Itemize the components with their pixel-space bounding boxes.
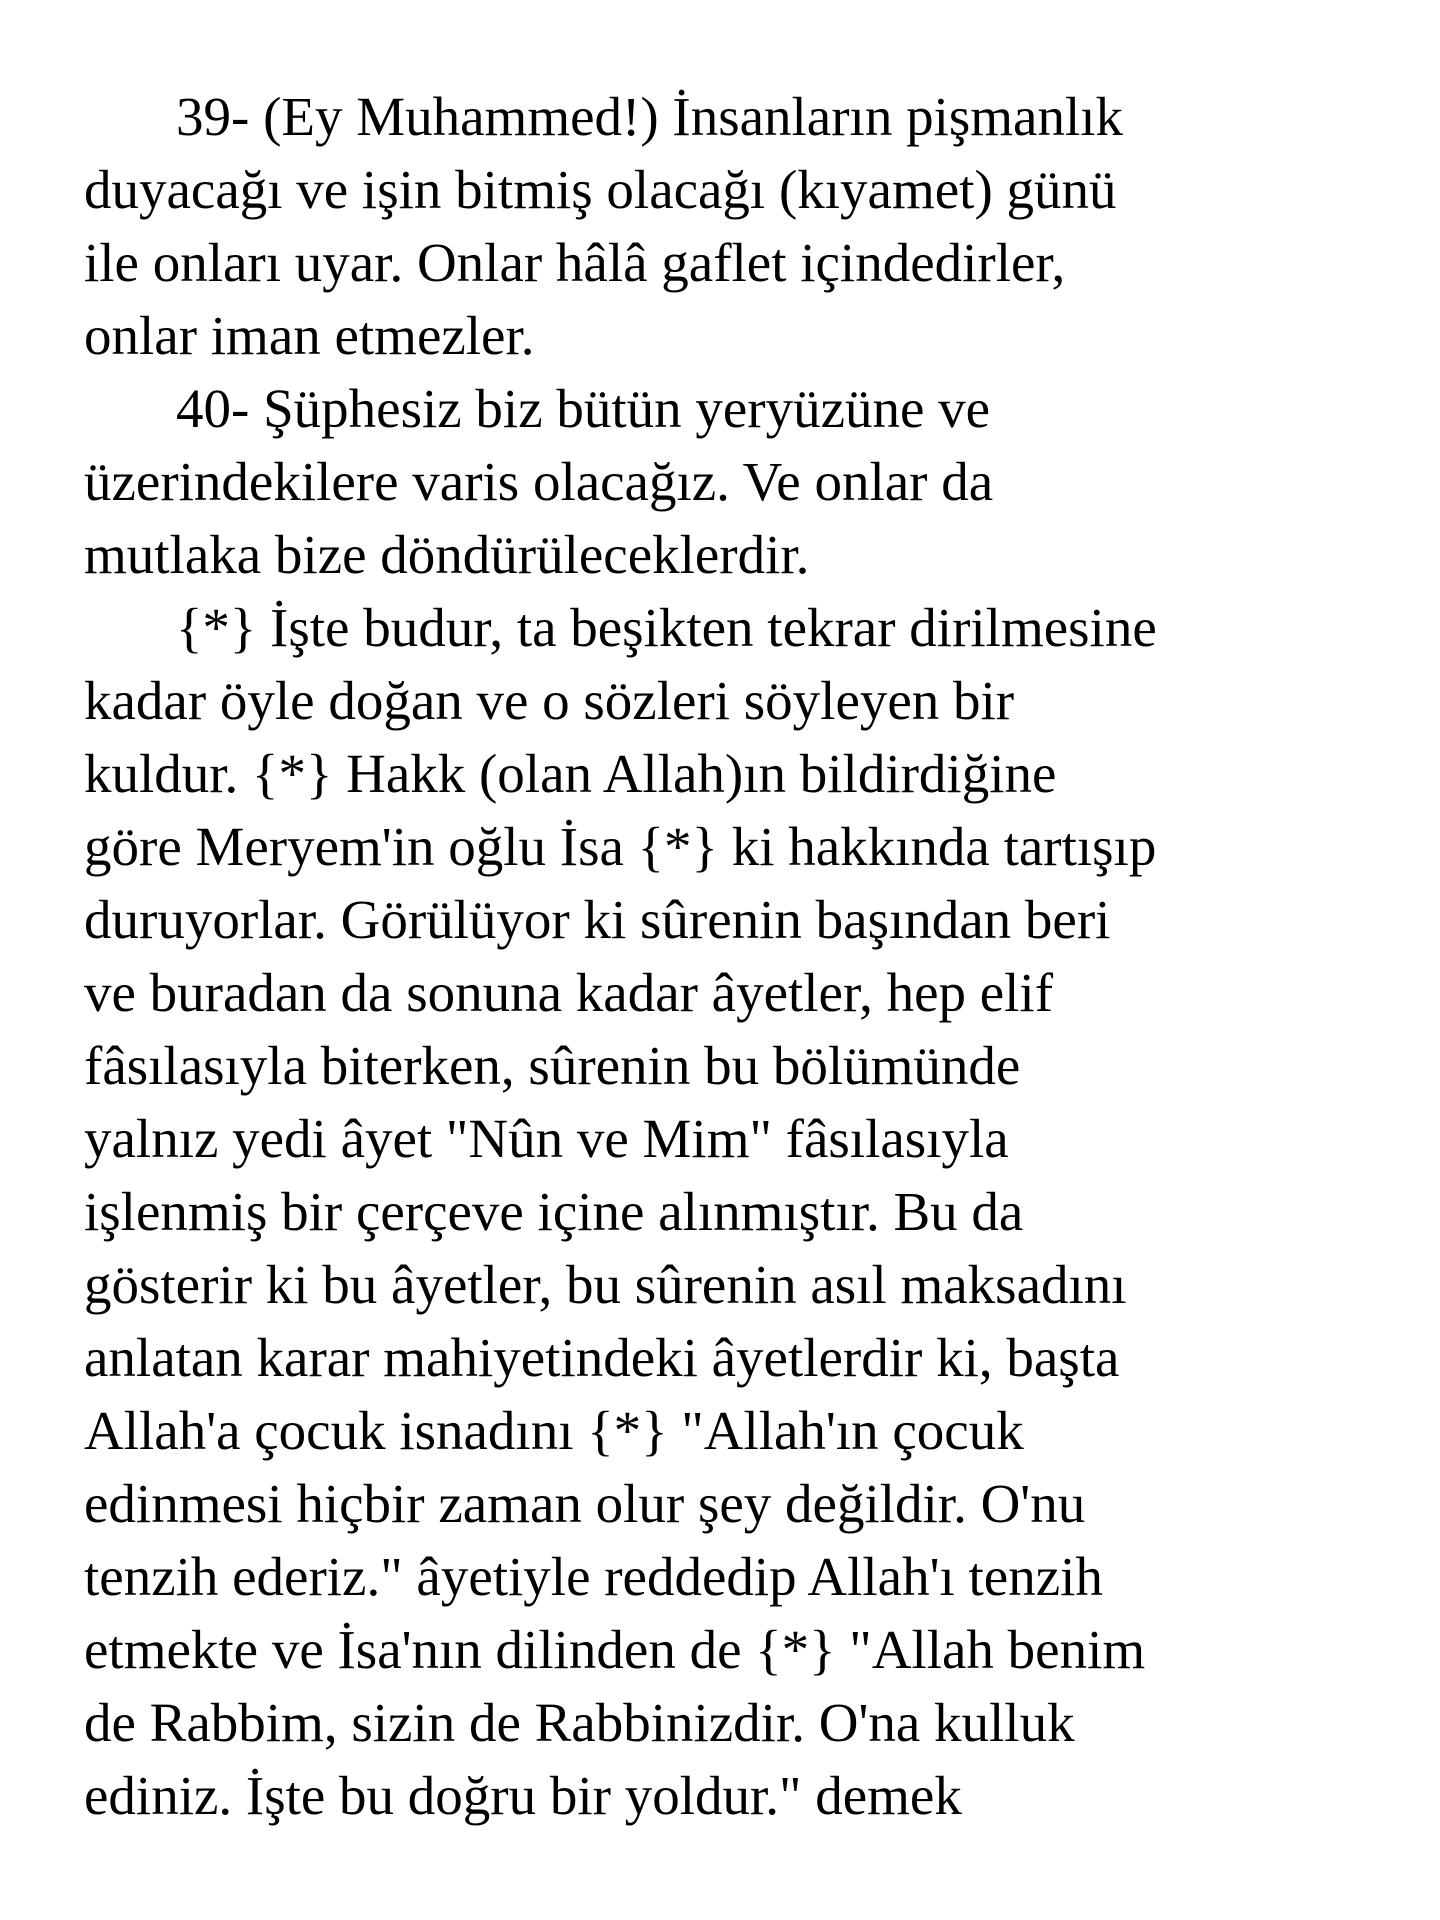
commentary-line: duruyorlar. Görülüyor ki sûrenin başından beri xyxy=(84,889,1111,950)
commentary-line: yalnız yedi âyet "Nûn ve Mim" fâsılasıyla xyxy=(84,1108,1009,1169)
paragraph-39-line: 39- (Ey Muhammed!) İnsanların pişmanlık xyxy=(176,86,1124,147)
paragraph-40-line: 40- Şüphesiz biz bütün yeryüzüne ve xyxy=(176,378,991,439)
paragraph-39-line: onlar iman etmezler. xyxy=(84,305,535,366)
commentary-line: fâsılasıyla biterken, sûrenin bu bölümünde xyxy=(84,1035,1021,1096)
commentary-line: kadar öyle doğan ve o sözleri söyleyen bir xyxy=(84,670,1015,731)
commentary-line: kuldur. {*} Hakk (olan Allah)ın bildirdiğine xyxy=(84,743,1057,804)
commentary-line: etmekte ve İsa'nın dilinden de {*} "Allah benim xyxy=(84,1619,1146,1680)
paragraph-40-line: üzerindekilere varis olacağız. Ve onlar da xyxy=(84,451,994,512)
document-page xyxy=(84,80,1374,1832)
commentary-line: Allah'a çocuk isnadını {*} "Allah'ın çocuk xyxy=(84,1400,1024,1461)
paragraph-39-line: duyacağı ve işin bitmiş olacağı (kıyamet) günü xyxy=(84,159,1117,220)
commentary-line: gösterir ki bu âyetler, bu sûrenin asıl maksadını xyxy=(84,1254,1127,1315)
commentary-line: işlenmiş bir çerçeve içine alınmıştır. Bu da xyxy=(84,1181,1024,1242)
commentary-line: anlatan karar mahiyetindeki âyetlerdir ki, başta xyxy=(84,1327,1120,1388)
commentary-line: göre Meryem'in oğlu İsa {*} ki hakkında tartışıp xyxy=(84,816,1157,877)
paragraph-40-line: mutlaka bize döndürüleceklerdir. xyxy=(84,524,810,585)
paragraph-39-line: ile onları uyar. Onlar hâlâ gaflet içindedirler, xyxy=(84,232,1066,293)
commentary-line: edinmesi hiçbir zaman olur şey değildir. O'nu xyxy=(84,1473,1086,1534)
commentary-line: {*} İşte budur, ta beşikten tekrar dirilmesine xyxy=(176,597,1157,658)
commentary-line: tenzih ederiz." âyetiyle reddedip Allah'ı tenzih xyxy=(84,1546,1103,1607)
commentary-line: de Rabbim, sizin de Rabbinizdir. O'na kulluk xyxy=(84,1692,1075,1753)
commentary-line: ediniz. İşte bu doğru bir yoldur." demek xyxy=(84,1765,962,1826)
commentary-line: ve buradan da sonuna kadar âyetler, hep elif xyxy=(84,962,1054,1023)
